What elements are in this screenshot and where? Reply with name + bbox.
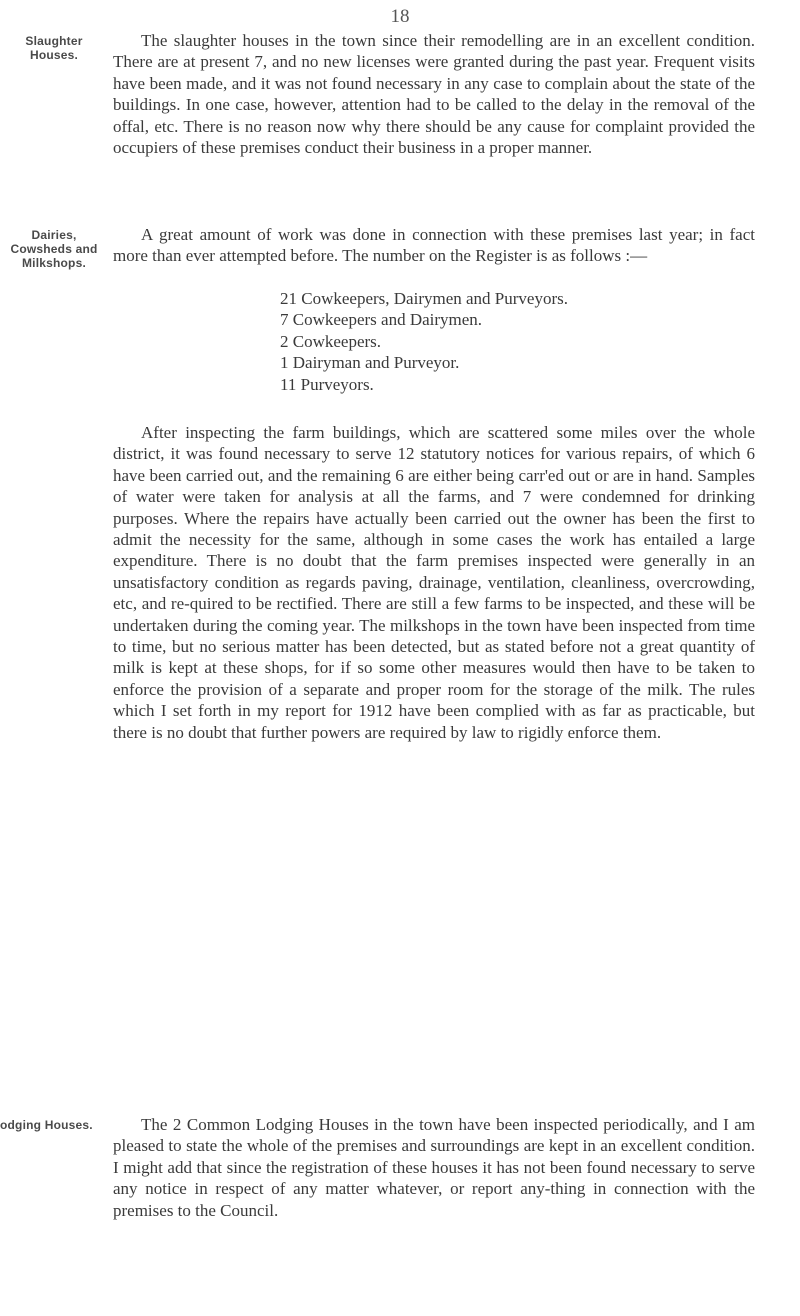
margin-heading-line: Houses. <box>29 48 79 62</box>
margin-heading-dairies <box>4 228 104 270</box>
margin-heading-line: Milkshops. <box>21 256 86 270</box>
dairies-intro-paragraph: A great amount of work was done in connection with these premises last year; in fact more than ever attempted before. The number on the Register is as follows :— <box>113 225 755 266</box>
register-entry: 7 Cowkeepers and Dairymen. <box>280 310 483 330</box>
slaughter-houses-paragraph: The slaughter houses in the town since their remodelling are in an excellent condition. There are at present 7, and no new licenses were granted during the past year. Frequent visits have been made, and it was not found necessary in any case to complain about the state of the buildings. In one case, however, attention had to be called to the delay in the removal of the offal, etc. There is no reason now why there should be any cause for complaint provided the occupiers of these premises conduct their business in a proper manner. <box>113 31 755 158</box>
margin-heading-line: odging Houses. <box>0 1118 93 1132</box>
dairies-inspection-paragraph: After inspecting the farm buildings, which are scattered some miles over the whole district, it was found necessary to serve 12 statutory notices for various repairs, of which 6 have been carried out, and the remaining 6 are either being carr'ed out or are in hand. Samples of water were taken for analysis at all the farms, and 7 were condemned for drinking purposes. Where the repairs have actually been carried out the owner has been the first to admit the necessity for the same, although in some cases the work has entailed a large expenditure. There is no doubt that the farm premises inspected were generally in an unsatisfactory condition as regards paving, drainage, ventilation, cleanliness, overcrowding, etc, and re-quired to be rectified. There are still a few farms to be inspected, and these will be undertaken during the coming year. The milkshops in the town have been inspected from time to time, but no serious matter has been detected, but as stated before not a great quantity of milk is kept at these shops, for if so some other measures would then have to be taken to enforce the provision of a separate and proper room for the storage of the milk. The rules which I set forth in my report for 1912 have been complied with as far as practicable, but there is no doubt that further powers are required by law to rigidly enforce them. <box>113 423 755 742</box>
margin-heading-line: Slaughter <box>25 34 83 48</box>
margin-heading-slaughter-houses <box>4 34 104 62</box>
lodging-houses-paragraph: The 2 Common Lodging Houses in the town have been inspected periodically, and I am pleased to state the whole of the premises and surroundings are kept in an excellent condition. I might add that since the registration of these houses it has not been found necessary to serve any notice in respect of any matter whatever, or report any-thing in connection with the premises to the Council. <box>113 1115 755 1220</box>
register-entry: 2 Cowkeepers. <box>280 331 382 351</box>
register-entry: 1 Dairyman and Purveyor. <box>280 353 460 373</box>
margin-heading-line: Dairies, <box>31 228 77 242</box>
register-entry: 11 Purveyors. <box>280 374 374 394</box>
register-list <box>280 288 700 395</box>
register-entry: 21 Cowkeepers, Dairymen and Purveyors. <box>280 289 568 308</box>
margin-heading-line: Cowsheds and <box>10 242 98 256</box>
margin-heading-lodging-houses <box>0 1118 100 1132</box>
page-number: 18 <box>390 6 410 27</box>
